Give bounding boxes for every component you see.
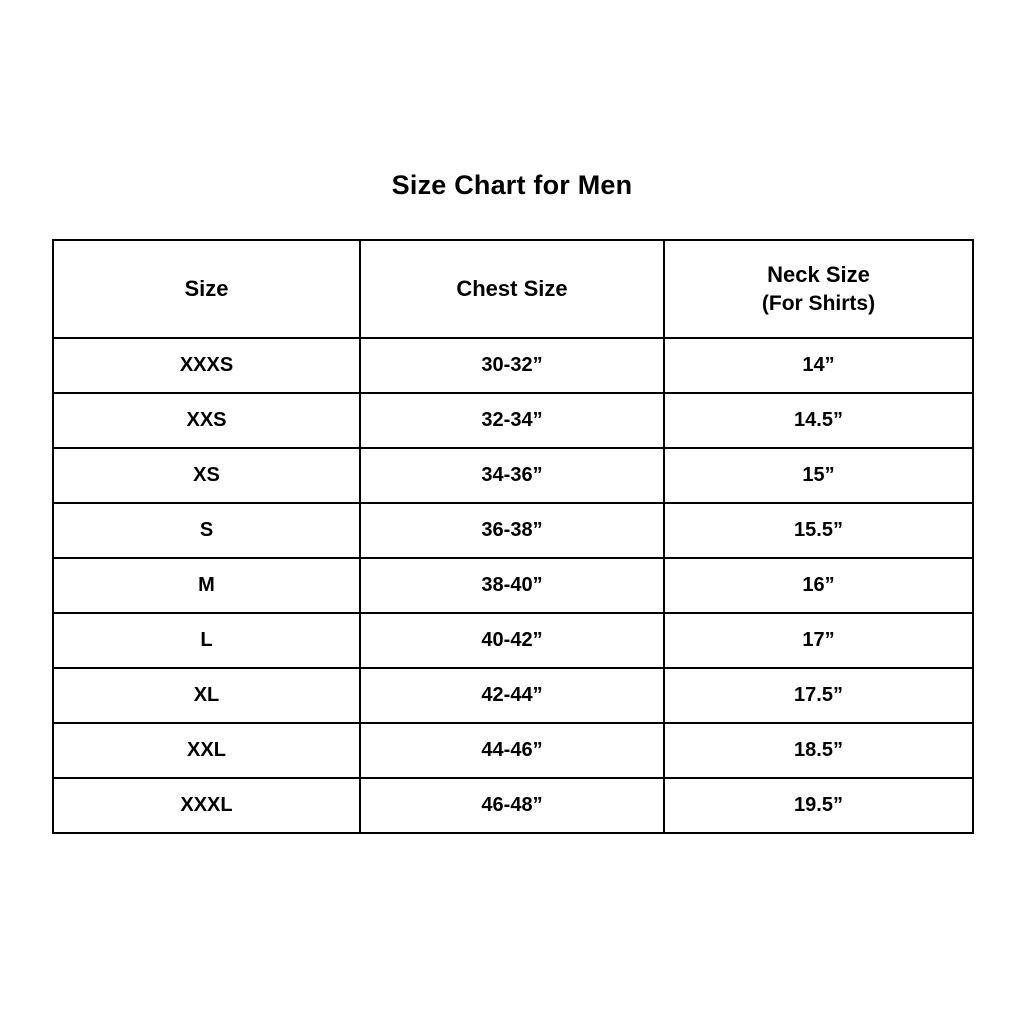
column-header-neck-size <box>664 240 973 338</box>
table-row <box>53 338 973 393</box>
table-row <box>53 448 973 503</box>
table-header <box>53 240 973 338</box>
cell-size: L <box>53 613 360 668</box>
table-row <box>53 613 973 668</box>
table-row <box>53 723 973 778</box>
cell-size: XXL <box>53 723 360 778</box>
cell-size: M <box>53 558 360 613</box>
cell-chest: 36-38” <box>360 503 664 558</box>
cell-chest: 32-34” <box>360 393 664 448</box>
cell-neck: 16” <box>664 558 973 613</box>
column-header-size <box>53 240 360 338</box>
cell-size: XXXL <box>53 778 360 833</box>
size-chart-table-wrapper <box>52 239 972 834</box>
cell-size: XL <box>53 668 360 723</box>
cell-size: XXXS <box>53 338 360 393</box>
cell-chest: 42-44” <box>360 668 664 723</box>
table-row <box>53 393 973 448</box>
cell-neck: 17.5” <box>664 668 973 723</box>
table-row <box>53 668 973 723</box>
cell-neck: 18.5” <box>664 723 973 778</box>
table-row <box>53 778 973 833</box>
table-body <box>53 338 973 833</box>
cell-chest: 40-42” <box>360 613 664 668</box>
column-header-neck-size-sublabel: (For Shirts) <box>761 291 876 315</box>
cell-size: XXS <box>53 393 360 448</box>
page-title: Size Chart for Men <box>391 170 633 200</box>
column-header-chest-size <box>360 240 664 338</box>
cell-neck: 17” <box>664 613 973 668</box>
cell-size: S <box>53 503 360 558</box>
cell-chest: 44-46” <box>360 723 664 778</box>
table-row <box>53 558 973 613</box>
table-row <box>53 503 973 558</box>
cell-size: XS <box>53 448 360 503</box>
cell-neck: 19.5” <box>664 778 973 833</box>
column-header-neck-size-label: Neck Size <box>767 261 870 287</box>
cell-neck: 14.5” <box>664 393 973 448</box>
cell-chest: 46-48” <box>360 778 664 833</box>
column-header-size-label: Size <box>184 276 229 302</box>
cell-chest: 34-36” <box>360 448 664 503</box>
cell-chest: 30-32” <box>360 338 664 393</box>
column-header-chest-size-label: Chest Size <box>456 276 568 302</box>
table-header-row <box>53 240 973 338</box>
cell-neck: 15” <box>664 448 973 503</box>
cell-neck: 14” <box>664 338 973 393</box>
cell-neck: 15.5” <box>664 503 973 558</box>
cell-chest: 38-40” <box>360 558 664 613</box>
size-chart-table <box>52 239 974 834</box>
